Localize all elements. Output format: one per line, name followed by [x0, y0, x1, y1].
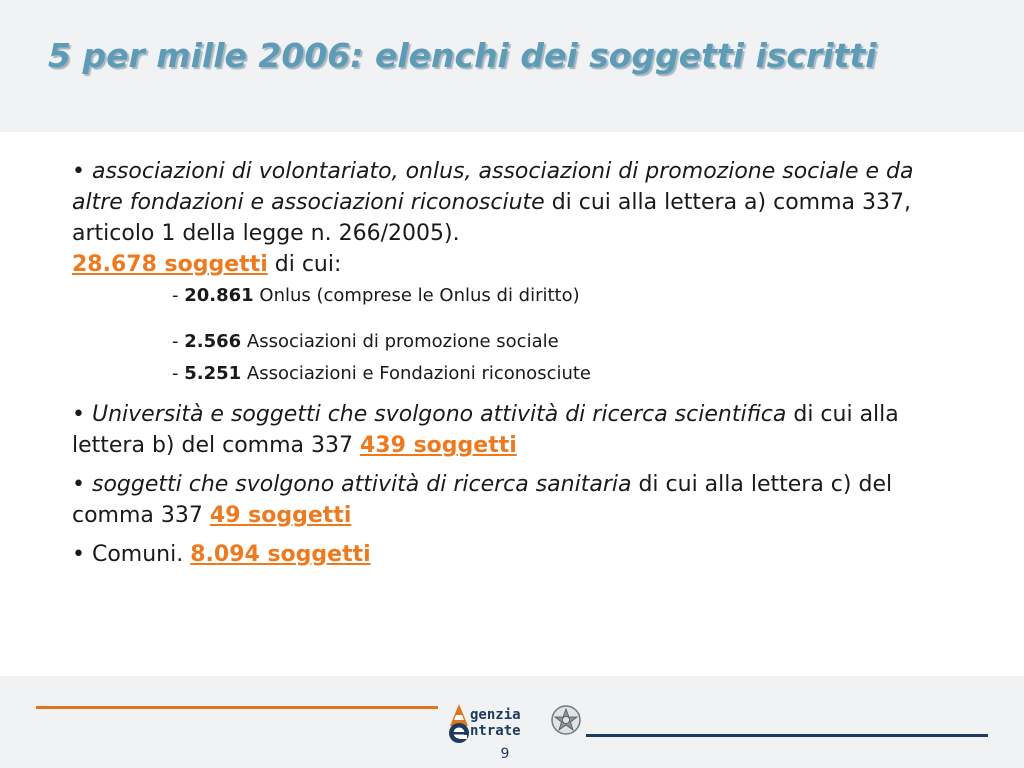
agenzia-entrate-logo [446, 700, 586, 744]
subitem-label: Associazioni e Fondazioni riconosciute [241, 363, 592, 384]
page-number: 9 [500, 746, 510, 762]
italic-text: associazioni di volontariato, onlus, associazioni di promozione sociale e da altre fondazioni e associazioni riconosciute [72, 159, 914, 215]
italic-text: soggetti che svolgono attività di ricerca sanitaria [91, 472, 632, 497]
body-text: di cui alla lettera c) del comma 337 [72, 472, 893, 528]
slide-content [72, 156, 962, 570]
paragraph-comuni [72, 539, 962, 570]
count-link-ricerca-sanitaria[interactable]: 49 soggetti [209, 503, 352, 528]
subitem-onlus [72, 283, 962, 309]
body-text: di cui alla lettera b) del comma 337 [72, 402, 899, 458]
title-band [0, 0, 1024, 132]
footer-divider-orange [36, 706, 438, 709]
paragraph-associazioni [72, 156, 962, 280]
body-text: di cui: [267, 252, 342, 277]
dash: - [172, 363, 185, 384]
subitem-label: Onlus (comprese le Onlus di diritto) [253, 285, 580, 306]
slide-title: 5 per mille 2006: elenchi dei soggetti iscritti [48, 36, 877, 75]
subitem-promozione [72, 329, 962, 355]
bullet: • [72, 472, 85, 497]
body-text: Comuni. [84, 542, 191, 567]
paragraph-universita [72, 399, 962, 461]
subitem-fondazioni [72, 361, 962, 387]
count-link-comuni[interactable]: 8.094 soggetti [190, 542, 371, 567]
paragraph-ricerca-sanitaria [72, 469, 962, 531]
count-link-associazioni[interactable]: 28.678 soggetti [72, 252, 268, 277]
italian-republic-emblem-icon [552, 706, 580, 734]
subitem-number: 2.566 [184, 331, 242, 352]
dash: - [172, 285, 185, 306]
count-link-universita[interactable]: 439 soggetti [359, 433, 517, 458]
footer-divider-navy [586, 734, 988, 737]
logo-text-line2: ntrate [470, 723, 521, 739]
subitem-number: 20.861 [184, 285, 254, 306]
body-text: di cui alla lettera a) comma 337, articolo 1 della legge n. 266/2005). [72, 190, 911, 246]
bullet: • [72, 402, 85, 427]
bullet: • [72, 542, 85, 567]
bullet: • [72, 159, 85, 184]
italic-text: Università e soggetti che svolgono attività di ricerca scientifica [91, 402, 787, 427]
subitem-number: 5.251 [184, 363, 242, 384]
logo-text-line1: genzia [470, 707, 521, 723]
subitem-label: Associazioni di promozione sociale [241, 331, 559, 352]
dash: - [172, 331, 185, 352]
